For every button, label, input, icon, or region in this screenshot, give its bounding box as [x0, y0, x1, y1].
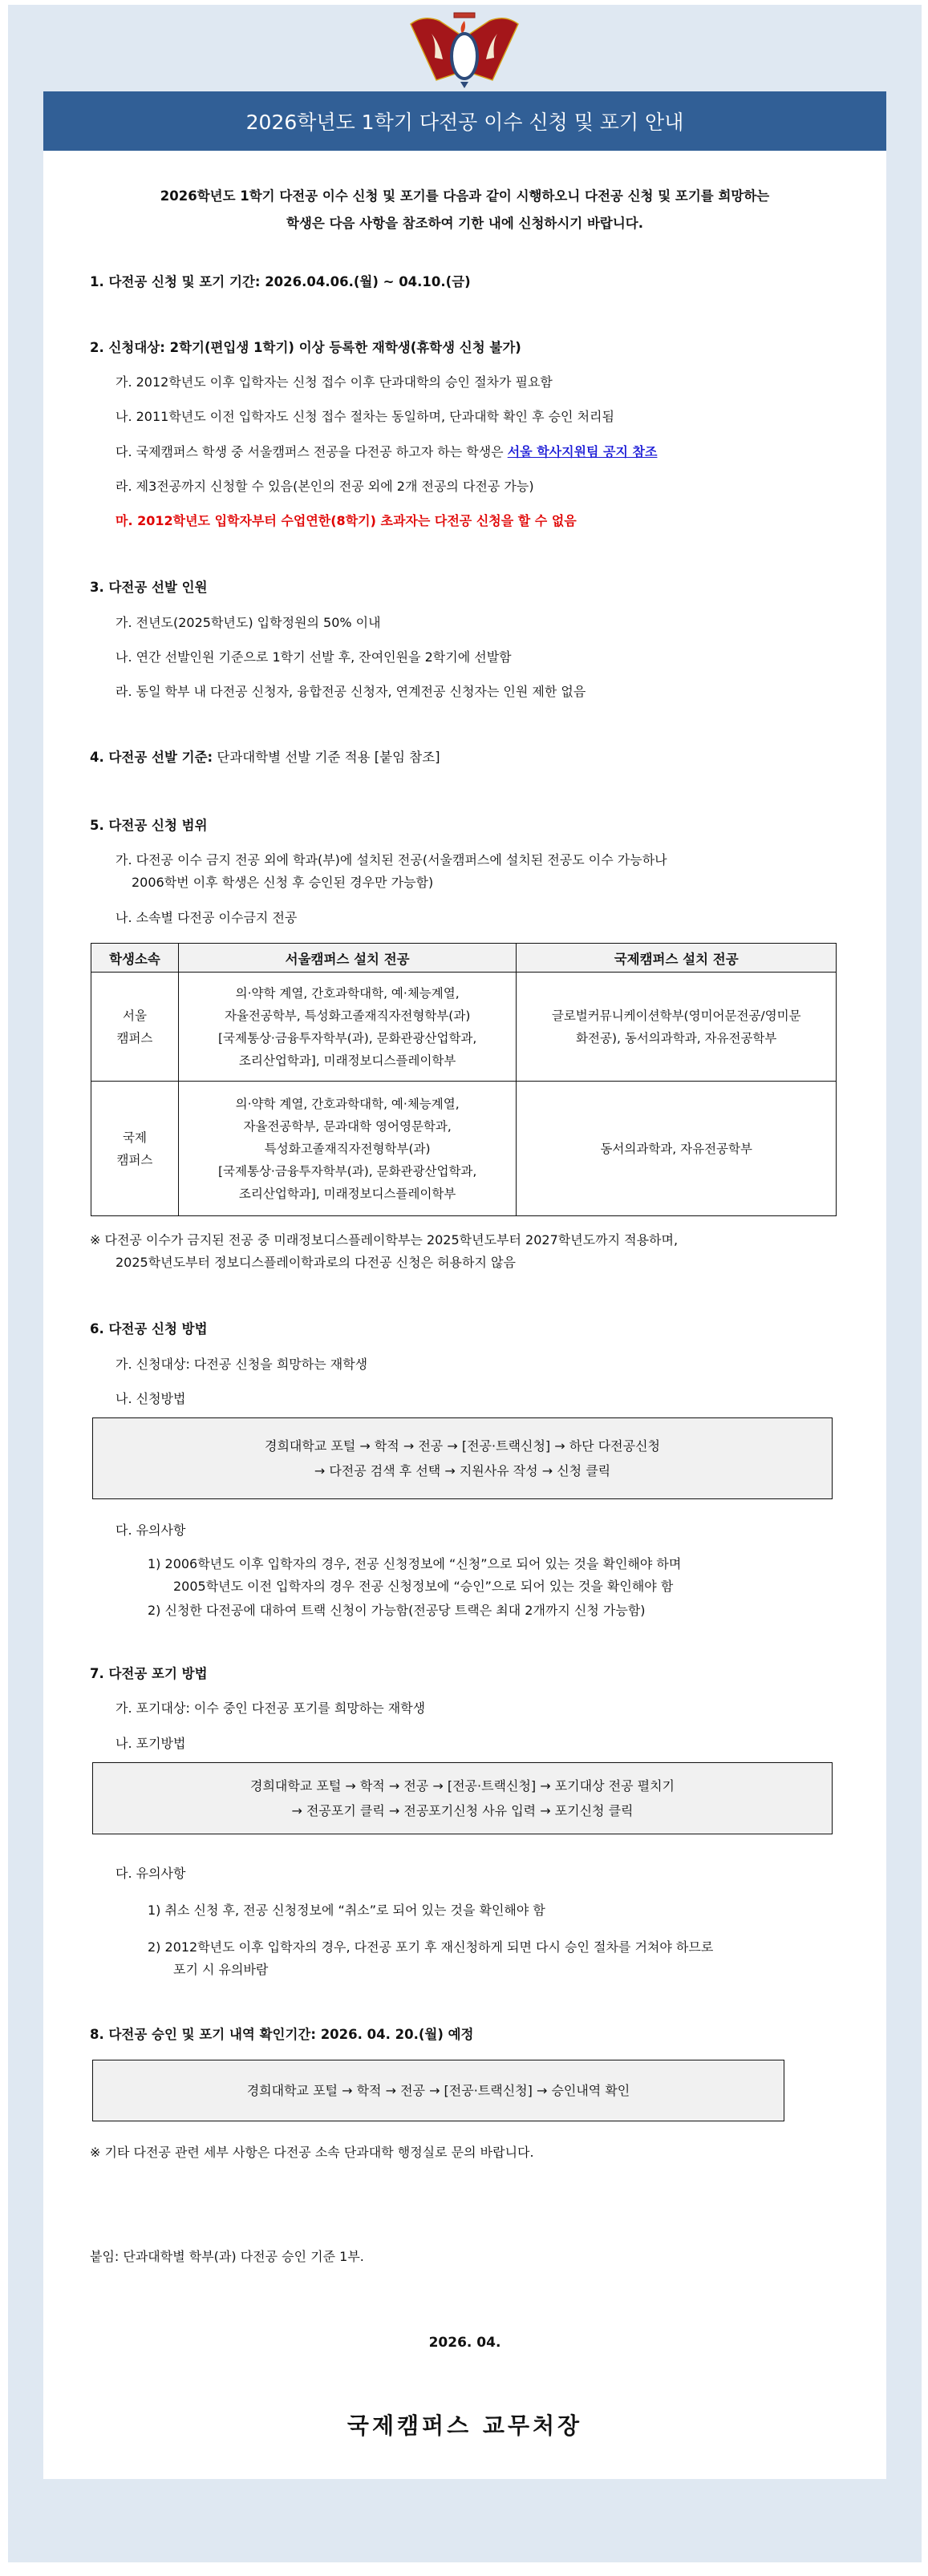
- section-7-note-2-line-2: 포기 시 유의바람: [173, 1962, 269, 1977]
- table-header-row: [91, 944, 837, 973]
- table-cell-seoul: [178, 973, 517, 1082]
- table-header-seoul: 서울캠퍼스 설치 전공: [178, 944, 517, 973]
- section-3-item-na: 나. 연간 선발인원 기준으로 1학기 선발 후, 잔여인원을 2학기에 선발함: [115, 649, 512, 665]
- section-7-item-da: 다. 유의사항: [115, 1866, 186, 1881]
- section-5-item-ga-line-1: 가. 다전공 이수 금지 전공 외에 학과(부)에 설치된 전공(서울캠퍼스에 설치된 전공도 이수 가능하나: [115, 852, 667, 867]
- withdraw-procedure-line-2: → 전공포기 클릭 → 전공포기신청 사유 입력 → 포기신청 클릭: [291, 1803, 634, 1818]
- section-5-item-na: 나. 소속별 다전공 이수금지 전공: [115, 910, 298, 925]
- page-title-bar: [43, 91, 886, 151]
- section-7-item-ga: 가. 포기대상: 이수 중인 다전공 포기를 희망하는 재학생: [115, 1700, 426, 1716]
- cell-line: 동서의과학과, 자유전공학부: [600, 1141, 752, 1156]
- approval-check-procedure-line: 경희대학교 포털 → 학적 → 전공 → [전공·트랙신청] → 승인내역 확인: [246, 2083, 630, 2098]
- section-6-note-1-line-2: 2005학년도 이전 입학자의 경우 전공 신청정보에 “승인”으로 되어 있는 것을 확인해야 함: [173, 1579, 674, 1594]
- issuer-signature: 국제캠퍼스 교무처장: [346, 2412, 583, 2439]
- table-cell-seoul: [178, 1082, 517, 1216]
- issue-date: 2026. 04.: [428, 2335, 501, 2351]
- cell-line: 화전공), 동서의과학과, 자유전공학부: [576, 1030, 777, 1045]
- intro-line-2: 학생은 다음 사항을 참조하여 기한 내에 신청하시기 바랍니다.: [286, 216, 643, 231]
- page-title: 2026학년도 1학기 다전공 이수 신청 및 포기 안내: [245, 111, 684, 134]
- apply-procedure-line-1: 경희대학교 포털 → 학적 → 전공 → [전공·트랙신청] → 하단 다전공신청: [265, 1438, 660, 1454]
- apply-procedure-line-2: → 다전공 검색 후 선택 → 지원사유 작성 → 신청 클릭: [314, 1463, 611, 1478]
- section-3-heading: 3. 다전공 선발 인원: [90, 580, 208, 595]
- seoul-academic-notice-link[interactable]: 서울 학사지원팀 공지 참조: [507, 444, 658, 459]
- section-6-item-da: 다. 유의사항: [115, 1523, 186, 1538]
- approval-check-procedure-box: [92, 2060, 784, 2121]
- cell-line: [국제통상·금융투자학부(과), 문화관광산업학과,: [217, 1030, 477, 1045]
- section-4-heading: 4. 다전공 선발 기준:: [90, 750, 213, 765]
- section-7-note-1: 1) 취소 신청 후, 전공 신청정보에 “취소”로 되어 있는 것을 확인해야 함: [148, 1903, 545, 1918]
- section-2-item-da-text: 다. 국제캠퍼스 학생 중 서울캠퍼스 전공을 다전공 하고자 하는 학생은: [115, 444, 508, 459]
- intro-line-1: 2026학년도 1학기 다전공 이수 신청 및 포기를 다음과 같이 시행하오니 다전공 신청 및 포기를 희망하는: [160, 188, 770, 204]
- table-cell-global: [517, 1082, 837, 1216]
- affiliation-line: 국제: [122, 1130, 147, 1145]
- table-cell-affiliation: [91, 1082, 179, 1216]
- table-header-global: 국제캠퍼스 설치 전공: [517, 944, 837, 973]
- section-6-note-1-line-1: 1) 2006학년도 이후 입학자의 경우, 전공 신청정보에 “신청”으로 되어 있는 것을 확인해야 하며: [148, 1556, 682, 1571]
- section-2-item-ra: 라. 제3전공까지 신청할 수 있음(본인의 전공 외에 2개 전공의 다전공 가능): [115, 479, 534, 494]
- table-row: [91, 1082, 837, 1216]
- cell-line: 조리산업학과], 미래정보디스플레이학부: [238, 1186, 456, 1201]
- prohibited-majors-table: [91, 943, 837, 1216]
- section-5-heading: 5. 다전공 신청 범위: [90, 818, 208, 833]
- section-2-item-na: 나. 2011학년도 이전 입학자도 신청 접수 절차는 동일하며, 단과대학 확인 후 승인 처리됨: [115, 409, 614, 424]
- section-5-note-line-1: ※ 다전공 이수가 금지된 전공 중 미래정보디스플레이학부는 2025학년도부터 2027학년도까지 적용하며,: [90, 1232, 679, 1248]
- cell-line: [국제통상·금융투자학부(과), 문화관광산업학과,: [217, 1163, 477, 1179]
- cell-line: 자율전공학부, 문과대학 영어영문학과,: [243, 1118, 452, 1134]
- intro-paragraph: [43, 183, 886, 237]
- affiliation-line: 서울: [122, 1008, 147, 1023]
- attachment-note: 붙임: 단과대학별 학부(과) 다전공 승인 기준 1부.: [90, 2249, 364, 2264]
- cell-line: 자율전공학부, 특성화고졸재직자전형학부(과): [224, 1008, 471, 1023]
- cell-line: 특성화고졸재직자전형학부(과): [264, 1141, 431, 1156]
- section-6-note-2: 2) 신청한 다전공에 대하여 트랙 신청이 가능함(전공당 트랙은 최대 2개까지 신청 가능함): [148, 1603, 646, 1618]
- withdraw-procedure-line-1: 경희대학교 포털 → 학적 → 전공 → [전공·트랙신청] → 포기대상 전공 펼치기: [250, 1778, 675, 1793]
- section-5-item-ga-line-2: 2006학번 이후 학생은 신청 후 승인된 경우만 가능함): [132, 875, 434, 890]
- section-3-item-ga: 가. 전년도(2025학년도) 입학정원의 50% 이내: [115, 615, 381, 630]
- table-cell-affiliation: [91, 973, 179, 1082]
- section-4: [90, 746, 440, 766]
- table-cell-global: [517, 973, 837, 1082]
- section-7-item-na: 나. 포기방법: [115, 1736, 186, 1751]
- section-1-heading: 1. 다전공 신청 및 포기 기간: 2026.04.06.(월) ~ 04.10.(금): [90, 274, 471, 289]
- university-emblem-icon: [407, 10, 521, 90]
- notice-document: [43, 91, 886, 2479]
- section-6-item-na: 나. 신청방법: [115, 1391, 186, 1406]
- table-row: [91, 973, 837, 1082]
- section-3-item-ra: 라. 동일 학부 내 다전공 신청자, 융합전공 신청자, 연계전공 신청자는 인원 제한 없음: [115, 684, 586, 699]
- section-4-text: 단과대학별 선발 기준 적용 [붙임 참조]: [213, 750, 440, 765]
- section-7-heading: 7. 다전공 포기 방법: [90, 1666, 208, 1681]
- section-2-item-ma-warning: 마. 2012학년도 입학자부터 수업연한(8학기) 초과자는 다전공 신청을 할 수 없음: [115, 513, 577, 528]
- cell-line: 의·약학 계열, 간호과학대학, 예·체능계열,: [235, 1096, 460, 1111]
- section-7-note-2-line-1: 2) 2012학년도 이후 입학자의 경우, 다전공 포기 후 재신청하게 되면 다시 승인 절차를 거쳐야 하므로: [148, 1939, 714, 1955]
- section-8-heading: 8. 다전공 승인 및 포기 내역 확인기간: 2026. 04. 20.(월) 예정: [90, 2027, 474, 2042]
- section-2-heading: 2. 신청대상: 2학기(편입생 1학기) 이상 등록한 재학생(휴학생 신청 불가): [90, 340, 521, 355]
- affiliation-line: 캠퍼스: [116, 1030, 153, 1045]
- cell-line: 조리산업학과], 미래정보디스플레이학부: [238, 1053, 456, 1068]
- cell-line: 글로벌커뮤니케이션학부(영미어문전공/영미문: [551, 1008, 801, 1023]
- cell-line: 의·약학 계열, 간호과학대학, 예·체능계열,: [235, 985, 460, 1001]
- section-2-item-da: [115, 442, 657, 460]
- section-2-item-ga: 가. 2012학년도 이후 입학자는 신청 접수 이후 단과대학의 승인 절차가 필요함: [115, 374, 553, 390]
- withdraw-procedure-box: [92, 1762, 833, 1834]
- affiliation-line: 캠퍼스: [116, 1152, 153, 1167]
- section-5-note-line-2: 2025학년도부터 정보디스플레이학과로의 다전공 신청은 허용하지 않음: [115, 1255, 516, 1270]
- apply-procedure-box: [92, 1417, 833, 1499]
- table-header-affiliation: 학생소속: [91, 944, 179, 973]
- contact-note: ※ 기타 다전공 관련 세부 사항은 다전공 소속 단과대학 행정실로 문의 바랍니다.: [90, 2145, 534, 2160]
- section-6-item-ga: 가. 신청대상: 다전공 신청을 희망하는 재학생: [115, 1357, 368, 1372]
- section-6-heading: 6. 다전공 신청 방법: [90, 1321, 208, 1337]
